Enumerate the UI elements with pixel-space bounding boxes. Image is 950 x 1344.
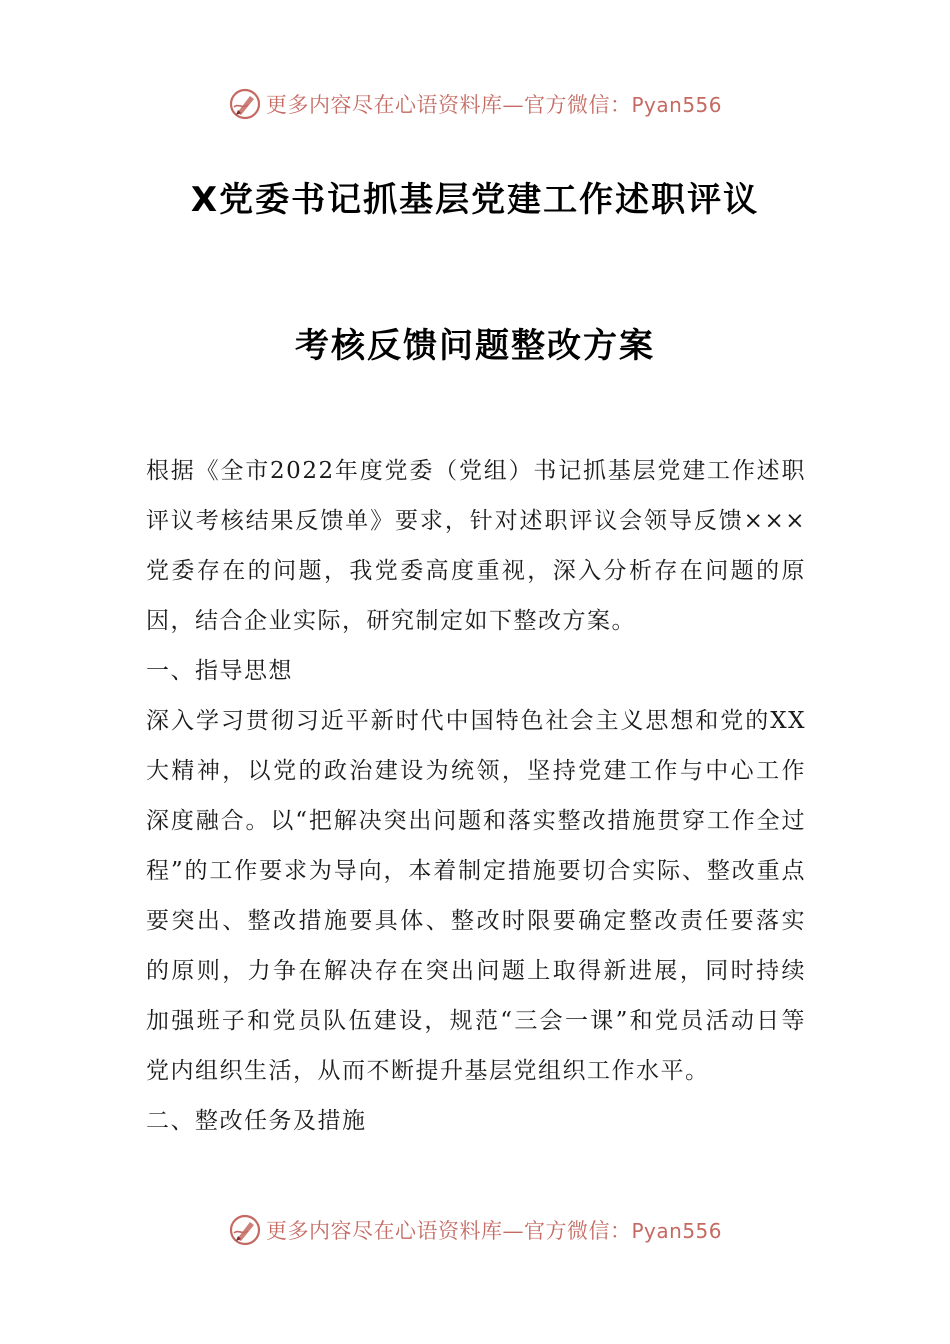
intro-paragraph: 根据《全市2022年度党委（党组）书记抓基层党建工作述职评议考核结果反馈单》要求，针对述职评议会领导反馈×××党委存在的问题，我党委高度重视，深入分析存在问题的原因，结合企业实际，研究制定如下整改方案。 [146, 458, 806, 634]
pen-circle-logo-icon [228, 1213, 262, 1247]
guiding-thought-paragraph: 深入学习贯彻习近平新时代中国特色社会主义思想和党的XX大精神，以党的政治建设为统领，坚持党建工作与中心工作深度融合。以“把解决突出问题和落实整改措施贯穿工作全过程”的工作要求为导向，本着制定措施要切合实际、整改重点要突出、整改措施要具体、整改时限要确定整改责任要落实的原则，力争在解决存在突出问题上取得新进展，同时持续加强班子和党员队伍建设，规范“三会一课”和党员活动日等党内组织生活，从而不断提升基层党组织工作水平。 [146, 708, 806, 1084]
watermark-footer [0, 1210, 950, 1250]
document-title-line1: X党委书记抓基层党建工作述职评议 [190, 180, 760, 220]
watermark-header [0, 84, 950, 124]
watermark-text: 更多内容尽在心语资料库—官方微信：Pyan556 [265, 93, 722, 117]
section-heading-rectification-tasks: 二、整改任务及措施 [146, 1108, 367, 1134]
pen-circle-logo-icon [228, 87, 262, 121]
watermark-text: 更多内容尽在心语资料库—官方微信：Pyan556 [265, 1219, 722, 1243]
section-heading-guiding-thought: 一、指导思想 [146, 658, 293, 684]
document-title-line2: 考核反馈问题整改方案 [295, 326, 655, 366]
document-body [146, 446, 806, 1146]
